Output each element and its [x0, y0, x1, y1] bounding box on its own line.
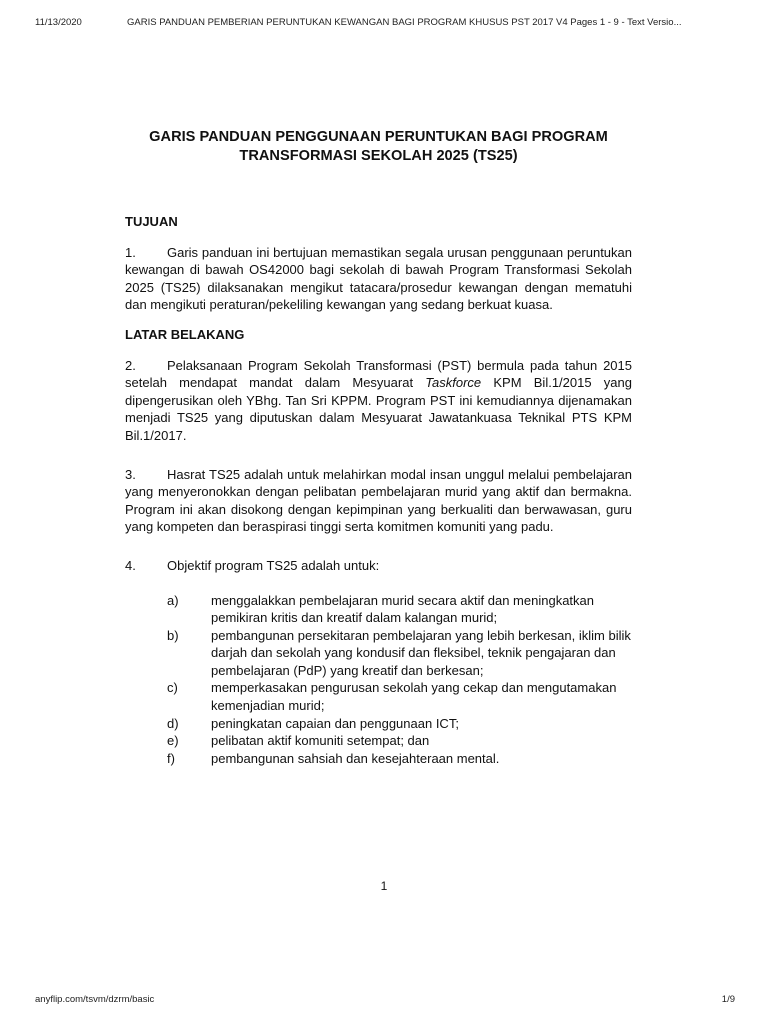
list-item-text: menggalakkan pembelajaran murid secara aktif dan meningkatkan pemikiran kritis dan kreatif dalam kalangan murid; [211, 592, 594, 626]
section-heading-latar-belakang: LATAR BELAKANG [125, 326, 245, 342]
document-title [105, 128, 652, 166]
list-item [125, 715, 632, 733]
list-item-text: pembangunan persekitaran pembelajaran yang lebih berkesan, iklim bilik darjah dan sekolah yang kondusif dan fleksibel, teknik pengajaran dan pembelajaran (PdP) yang kreatif dan berkesan; [211, 627, 631, 678]
print-footer [35, 994, 735, 1008]
list-item [125, 592, 632, 627]
print-page-count: 1/9 [721, 994, 735, 1005]
paragraph-3-text: Hasrat TS25 adalah untuk melahirkan modal insan unggul melalui pembelajaran yang menyeronokkan dengan pelibatan pembelajaran murid yang aktif dan bermakna. Program ini akan disokong dengan kepimpinan yang berkualiti dan berwawasan, guru yang kompeten dan beraspirasi tinggi serta komitmen komuniti yang padu. [125, 466, 632, 535]
paragraph-4-text: Objektif program TS25 adalah untuk: [167, 557, 380, 573]
list-item-text: peningkatan capaian dan penggunaan ICT; [211, 715, 459, 731]
section-heading-tujuan: TUJUAN [125, 214, 178, 229]
paragraph-2 [125, 357, 632, 445]
print-url: anyflip.com/tsvm/dzrm/basic [35, 994, 155, 1005]
paragraph-4 [125, 557, 632, 575]
list-item [125, 750, 632, 768]
page-number: 1 [380, 879, 388, 893]
list-item-text: pelibatan aktif komuniti setempat; dan [211, 733, 430, 749]
paragraph-1-text: Garis panduan ini bertujuan memastikan segala urusan penggunaan peruntukan kewangan di bawah OS42000 bagi sekolah di bawah Program Transformasi Sekolah 2025 (TS25) dilaksanakan mengikut tatacara/prosedur kewangan dengan mematuhi dan mengikuti peraturan/pekeliling kewangan yang sedang berkuat kuasa. [125, 244, 632, 313]
paragraph-1-number: 1. [125, 244, 136, 260]
list-item [125, 679, 632, 714]
paragraph-1 [125, 244, 632, 314]
document-title-line-1: GARIS PANDUAN PENGGUNAAN PERUNTUKAN BAGI PROGRAM [149, 129, 608, 145]
print-date: 11/13/2020 [35, 17, 82, 28]
document-page [125, 128, 632, 780]
list-item [125, 627, 632, 680]
print-page-title: GARIS PANDUAN PEMBERIAN PERUNTUKAN KEWANGAN BAGI PROGRAM KHUSUS PST 2017 V4 Pages 1 - 9 - Text Versio... [127, 17, 682, 28]
paragraph-2-text-a: Pelaksanaan Program Sekolah Transformasi (PST) bermula pada tahun 2015 setelah mendapat mandat dalam Mesyuarat [125, 357, 632, 391]
print-header [35, 17, 735, 31]
objectives-list [125, 592, 632, 768]
list-item-marker: b) [167, 627, 179, 643]
paragraph-2-italic: Taskforce [425, 375, 482, 391]
paragraph-3-number: 3. [125, 466, 136, 482]
list-item-text: pembangunan sahsiah dan kesejahteraan mental. [211, 750, 500, 766]
paragraph-3 [125, 466, 632, 536]
list-item [125, 732, 632, 750]
list-item-marker: c) [167, 680, 178, 696]
list-item-marker: f) [167, 750, 175, 766]
list-item-marker: d) [167, 715, 179, 731]
paragraph-2-text-b: KPM Bil.1/2015 yang dipengerusikan oleh YBhg. Tan Sri KPPM. Program PST ini kemudiannya dijenamakan menjadi TS25 yang diputuskan dalam Mesyuarat Jawatankuasa Teknikal PTS KPM Bil.1/2017. [125, 375, 632, 443]
list-item-marker: a) [167, 592, 179, 608]
list-item-text: memperkasakan pengurusan sekolah yang cekap dan mengutamakan kemenjadian murid; [211, 680, 617, 714]
document-title-line-2: TRANSFORMASI SEKOLAH 2025 (TS25) [239, 148, 518, 164]
paragraph-2-number: 2. [125, 357, 136, 373]
paragraph-4-number: 4. [125, 557, 136, 573]
list-item-marker: e) [167, 733, 179, 749]
